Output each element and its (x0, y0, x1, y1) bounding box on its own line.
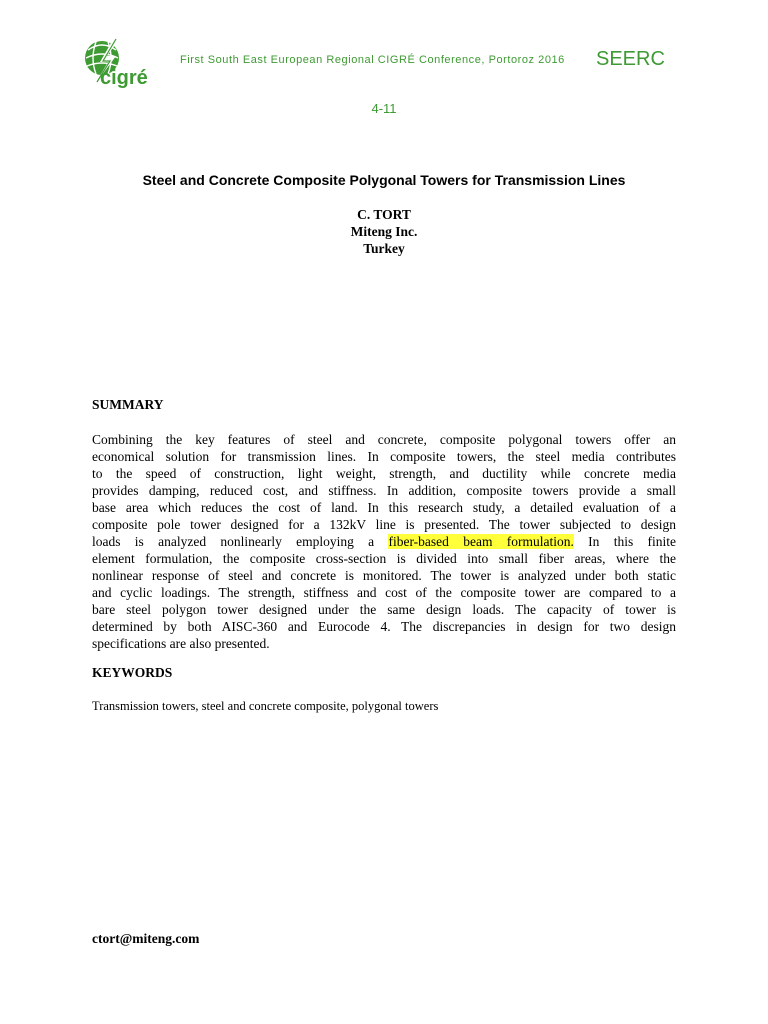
highlighted-phrase: fiber-based beam formulation. (388, 534, 574, 549)
logo-wordmark: cigré (100, 67, 148, 89)
author-email: ctort@miteng.com (92, 931, 200, 946)
summary-text-before-highlight: loads is analyzed nonlinearly employing a (92, 534, 375, 549)
author-country: Turkey (363, 241, 405, 256)
keywords-heading: KEYWORDS (92, 665, 173, 680)
summary-line: element formulation, the composite cross-section is divided into small fiber areas, where the (92, 551, 676, 566)
paper-title: Steel and Concrete Composite Polygonal Towers for Transmission Lines (142, 172, 626, 188)
cigre-logo (76, 36, 164, 100)
summary-line: bare steel polygon tower designed under the same design loads. The capacity of tower is (92, 602, 676, 617)
summary-line-highlighted (92, 533, 676, 550)
summary-line: base area which reduces the cost of land. In this research study, a detailed evaluation of a (92, 500, 676, 515)
summary-line: and cyclic loadings. The strength, stiffness and cost of the composite tower are compared to a (92, 585, 676, 600)
summary-line: specifications are also presented. (92, 636, 270, 651)
summary-line: determined by both AISC-360 and Eurocode 4. The discrepancies in design for two design (92, 619, 676, 634)
summary-line: to the speed of construction, light weight, strength, and ductility while concrete media (92, 466, 676, 481)
summary-heading: SUMMARY (92, 397, 164, 412)
conference-name: First South East European Regional CIGRÉ Conference, Portoroz 2016 (180, 54, 565, 66)
summary-line: economical solution for transmission lines. In composite towers, the steel media contributes (92, 449, 676, 464)
author-affiliation: Miteng Inc. (350, 224, 418, 239)
summary-text-after-highlight: In this finite (588, 534, 676, 549)
summary-line: nonlinear response of steel and concrete is monitored. The tower is analyzed under both static (92, 568, 676, 583)
summary-line: Combining the key features of steel and concrete, composite polygonal towers offer an (92, 432, 676, 447)
conference-acronym: SEERC (596, 48, 665, 70)
keywords-list: Transmission towers, steel and concrete composite, polygonal towers (92, 699, 439, 713)
summary-text (92, 431, 676, 652)
paper-number: 4-11 (371, 101, 397, 116)
author-name: C. TORT (357, 207, 411, 222)
summary-line: composite pole tower designed for a 132kV line is presented. The tower subjected to design (92, 517, 676, 532)
summary-line: provides damping, reduced cost, and stiffness. In addition, composite towers provide a small (92, 483, 676, 498)
author-block (0, 206, 768, 257)
page-header (76, 24, 696, 90)
